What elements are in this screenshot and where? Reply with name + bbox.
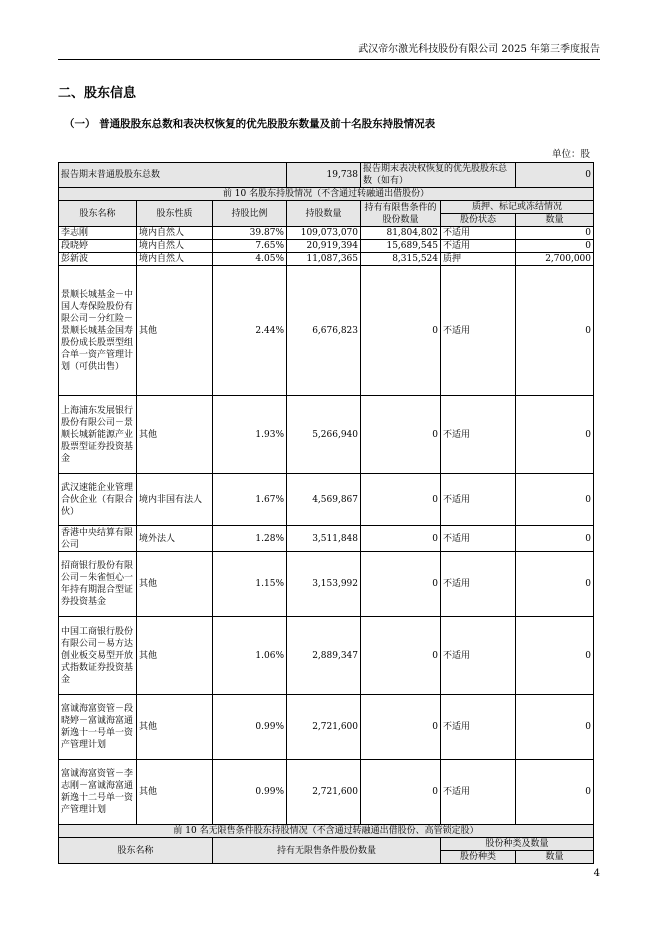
holder-name: 彭新波: [59, 253, 137, 266]
table-row: [59, 695, 594, 760]
holder-nature: 境内自然人: [137, 240, 213, 253]
holder-pledge-status: 不适用: [441, 617, 516, 695]
holder-nature: 境内自然人: [137, 227, 213, 240]
holder-qty: 2,721,600: [287, 695, 361, 760]
common-holders-label: 报告期末普通股股东总数: [59, 163, 287, 188]
holder-qty: 11,087,365: [287, 253, 361, 266]
holder-qty: 5,266,940: [287, 396, 361, 474]
holder-pledge-status: 不适用: [441, 227, 516, 240]
holder-name: 景顺长城基金－中国人寿保险股份有限公司－分红险－景顺长城基金国寿股份成长股票型组合单一资产管理计划（可供出售）: [59, 266, 137, 396]
table-row: [59, 552, 594, 617]
holder-pledge-status: 不适用: [441, 552, 516, 617]
preferred-holders-label: 报告期末表决权恢复的优先股股东总数（如有）: [361, 163, 516, 188]
holder-qty: 3,511,848: [287, 526, 361, 552]
holder-pledge-count: 0: [516, 474, 594, 526]
holder-pledge-count: 0: [516, 695, 594, 760]
holder-ratio: 1.06%: [213, 617, 287, 695]
holder-qty: 2,889,347: [287, 617, 361, 695]
holder-nature: 境外法人: [137, 526, 213, 552]
unit-label: 单位：股: [551, 149, 590, 160]
holder-nature: 其他: [137, 266, 213, 396]
table-row: [59, 266, 594, 396]
holder-pledge-status: 不适用: [441, 396, 516, 474]
holder-pledge-status: 不适用: [441, 695, 516, 760]
holder-pledge-count: 0: [516, 760, 594, 825]
common-holders-value: 19,738: [287, 163, 361, 188]
top10-header-row-1: [59, 201, 594, 214]
holder-nature: 境内自然人: [137, 253, 213, 266]
header-restricted: 持有有限售条件的股份数量: [361, 201, 441, 227]
holder-qty: 109,073,070: [287, 227, 361, 240]
unrestricted-title-row: [59, 825, 594, 838]
holder-ratio: 1.28%: [213, 526, 287, 552]
header-ratio: 持股比例: [213, 201, 287, 227]
holder-nature: 境内非国有法人: [137, 474, 213, 526]
subsection-title: （一） 普通股股东总数和表决权恢复的优先股股东数量及前十名股东持股情况表: [64, 118, 436, 130]
holder-name: 招商银行股份有限公司－朱雀恒心一年持有期混合型证券投资基金: [59, 552, 137, 617]
holder-ratio: 39.87%: [213, 227, 287, 240]
unrestricted-header-name: 股东名称: [59, 838, 213, 864]
holder-pledge-count: 2,700,000: [516, 253, 594, 266]
holder-ratio: 7.65%: [213, 240, 287, 253]
holder-name: 武汉速能企业管理合伙企业（有限合伙）: [59, 474, 137, 526]
unrestricted-header-qty: 持有无限售条件股份数量: [213, 838, 441, 864]
holder-pledge-status: 不适用: [441, 240, 516, 253]
unrestricted-title: 前 10 名无限售条件股东持股情况（不含通过转融通出借股份、高管锁定股）: [59, 825, 594, 838]
holder-name: 富诚海富资管－李志刚－富诚海富通新逸十二号单一资产管理计划: [59, 760, 137, 825]
header-count: 数量: [516, 214, 594, 227]
holder-restricted: 0: [361, 552, 441, 617]
table-row: [59, 526, 594, 552]
holder-ratio: 0.99%: [213, 760, 287, 825]
holder-pledge-count: 0: [516, 266, 594, 396]
holder-restricted: 81,804,802: [361, 227, 441, 240]
holder-name: 李志刚: [59, 227, 137, 240]
holder-name: 上海浦东发展银行股份有限公司－景顺长城新能源产业股票型证券投资基金: [59, 396, 137, 474]
unrestricted-header-type: 股份种类: [441, 851, 516, 864]
shareholders-table: [58, 162, 594, 864]
holder-qty: 6,676,823: [287, 266, 361, 396]
holder-pledge-count: 0: [516, 526, 594, 552]
top10-title: 前 10 名股东持股情况（不含通过转融通出借股份）: [59, 188, 594, 201]
holder-ratio: 1.67%: [213, 474, 287, 526]
holder-restricted: 0: [361, 266, 441, 396]
holder-nature: 其他: [137, 396, 213, 474]
shareholders-table-body: [59, 163, 594, 864]
holder-name: 段晓婷: [59, 240, 137, 253]
table-row: [59, 253, 594, 266]
header-status: 股份状态: [441, 214, 516, 227]
holder-qty: 2,721,600: [287, 760, 361, 825]
unrestricted-header-count: 数量: [516, 851, 594, 864]
holder-pledge-status: 不适用: [441, 760, 516, 825]
holder-pledge-count: 0: [516, 552, 594, 617]
top10-title-row: [59, 188, 594, 201]
holder-restricted: 0: [361, 617, 441, 695]
holder-restricted: 0: [361, 474, 441, 526]
unrestricted-header-type-group: 股份种类及数量: [441, 838, 594, 851]
holder-name: 香港中央结算有限公司: [59, 526, 137, 552]
holder-nature: 其他: [137, 552, 213, 617]
holder-pledge-count: 0: [516, 227, 594, 240]
holder-pledge-status: 不适用: [441, 526, 516, 552]
table-row: [59, 617, 594, 695]
table-row: [59, 396, 594, 474]
unrestricted-header-row-1: [59, 838, 594, 851]
holder-name: 富诚海富资管－段晓婷－富诚海富通新逸十一号单一资产管理计划: [59, 695, 137, 760]
holder-qty: 3,153,992: [287, 552, 361, 617]
summary-row: [59, 163, 594, 188]
holder-ratio: 0.99%: [213, 695, 287, 760]
section-title: 二、股东信息: [58, 86, 137, 101]
holder-ratio: 1.93%: [213, 396, 287, 474]
holder-restricted: 0: [361, 526, 441, 552]
holder-ratio: 1.15%: [213, 552, 287, 617]
holder-restricted: 0: [361, 695, 441, 760]
holder-ratio: 4.05%: [213, 253, 287, 266]
holder-ratio: 2.44%: [213, 266, 287, 396]
header-name: 股东名称: [59, 201, 137, 227]
holder-pledge-count: 0: [516, 396, 594, 474]
holder-name: 中国工商银行股份有限公司－易方达创业板交易型开放式指数证券投资基金: [59, 617, 137, 695]
holder-pledge-status: 质押: [441, 253, 516, 266]
holder-qty: 4,569,867: [287, 474, 361, 526]
holder-pledge-status: 不适用: [441, 266, 516, 396]
table-row: [59, 227, 594, 240]
header-qty: 持股数量: [287, 201, 361, 227]
running-header: 武汉帝尔激光科技股份有限公司 2025 年第三季度报告: [58, 40, 600, 60]
holder-restricted: 8,315,524: [361, 253, 441, 266]
holder-nature: 其他: [137, 695, 213, 760]
table-row: [59, 760, 594, 825]
header-pledge: 质押、标记或冻结情况: [441, 201, 594, 214]
holder-nature: 其他: [137, 760, 213, 825]
holder-qty: 20,919,394: [287, 240, 361, 253]
holder-restricted: 0: [361, 760, 441, 825]
holder-pledge-count: 0: [516, 617, 594, 695]
table-row: [59, 240, 594, 253]
holder-restricted: 0: [361, 396, 441, 474]
holder-nature: 其他: [137, 617, 213, 695]
table-row: [59, 474, 594, 526]
holder-restricted: 15,689,545: [361, 240, 441, 253]
preferred-holders-value: 0: [516, 163, 594, 188]
page-number: 4: [593, 868, 600, 879]
holder-pledge-count: 0: [516, 240, 594, 253]
header-nature: 股东性质: [137, 201, 213, 227]
holder-pledge-status: 不适用: [441, 474, 516, 526]
